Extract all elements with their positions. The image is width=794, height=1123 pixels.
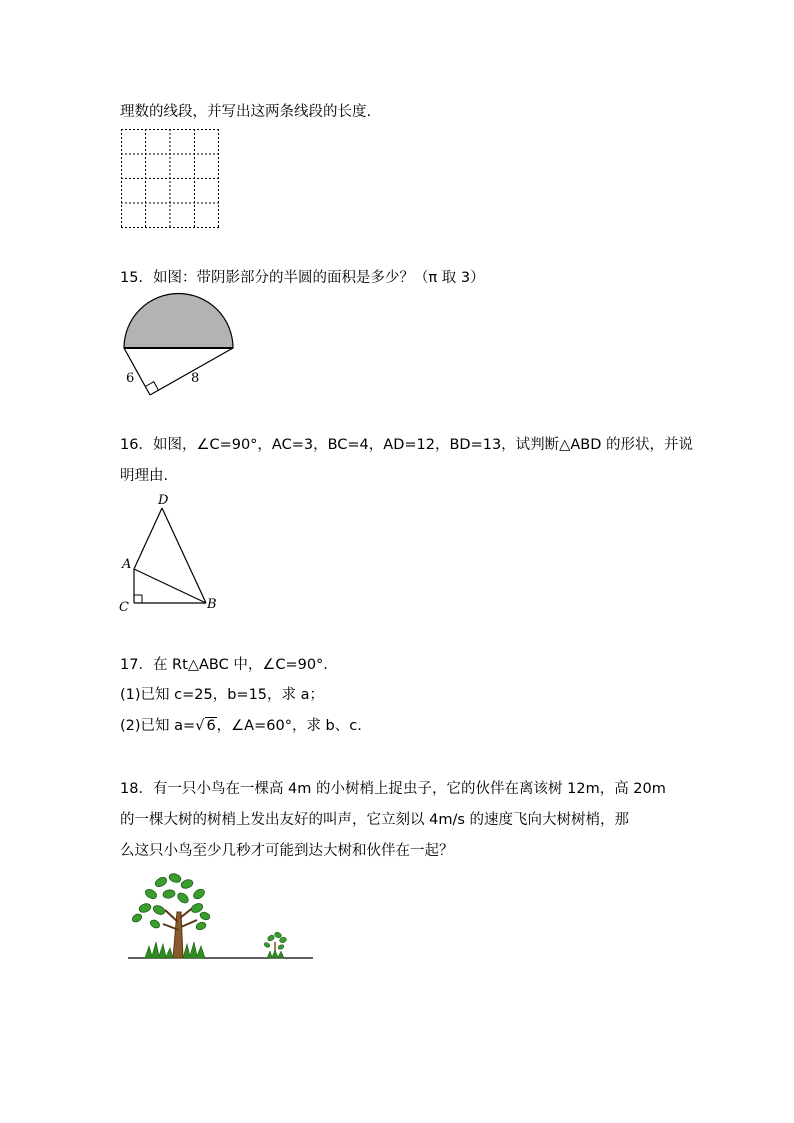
label-a: A [122, 557, 132, 572]
shaded-semicircle [124, 294, 233, 348]
question-18-line-1: 18．有一只小鸟在一棵高 4m 的小树梢上捉虫子，它的伙伴在离该树 12m，高 20m [120, 781, 666, 797]
sqrt-6 [195, 716, 216, 736]
question-17-line-1: 17．在 Rt△ABC 中，∠C=90°. [120, 657, 328, 673]
sqrt-symbol: √ [195, 718, 205, 734]
question-17-line-3 [120, 716, 362, 736]
question-15-text: 15．如图：带阴影部分的半圆的面积是多少？（π 取 3） [120, 270, 485, 286]
label-c: C [119, 600, 129, 615]
question-18-line-2: 的一棵大树的树梢上发出友好的叫声，它立刻以 4m/s 的速度飞向大树树梢，那 [120, 812, 630, 828]
continued-question-text: 理数的线段，并写出这两条线段的长度. [120, 104, 372, 120]
label-6: 6 [126, 371, 135, 386]
dotted-grid-figure [120, 128, 220, 230]
label-b: B [207, 597, 217, 612]
question-16-line-2: 明理由. [120, 468, 169, 484]
label-8: 8 [191, 371, 200, 386]
sqrt-radicand: 6 [206, 718, 216, 734]
right-angle-mark-c [134, 595, 142, 603]
label-d: D [158, 493, 169, 508]
trees-illustration [125, 872, 320, 964]
question-18-line-3: 么这只小鸟至少几秒才可能到达大树和伙伴在一起？ [120, 843, 454, 859]
question-17-line-2: (1)已知 c=25，b=15，求 a； [120, 687, 325, 703]
q17-line3-prefix: (2)已知 a= [120, 718, 196, 734]
semicircle-figure [115, 290, 245, 402]
segment-ab [134, 569, 206, 603]
big-tree-leaves [131, 872, 211, 931]
triangle-abd-figure [115, 490, 225, 615]
q17-line3-suffix: ，∠A=60°，求 b、c. [216, 718, 362, 734]
segment-ad [134, 508, 162, 569]
question-16-line-1: 16．如图，∠C=90°，AC=3，BC=4，AD=12，BD=13，试判断△ABD 的形状，并说 [120, 437, 693, 453]
segment-db [162, 508, 206, 603]
small-tree-grass [267, 950, 284, 958]
